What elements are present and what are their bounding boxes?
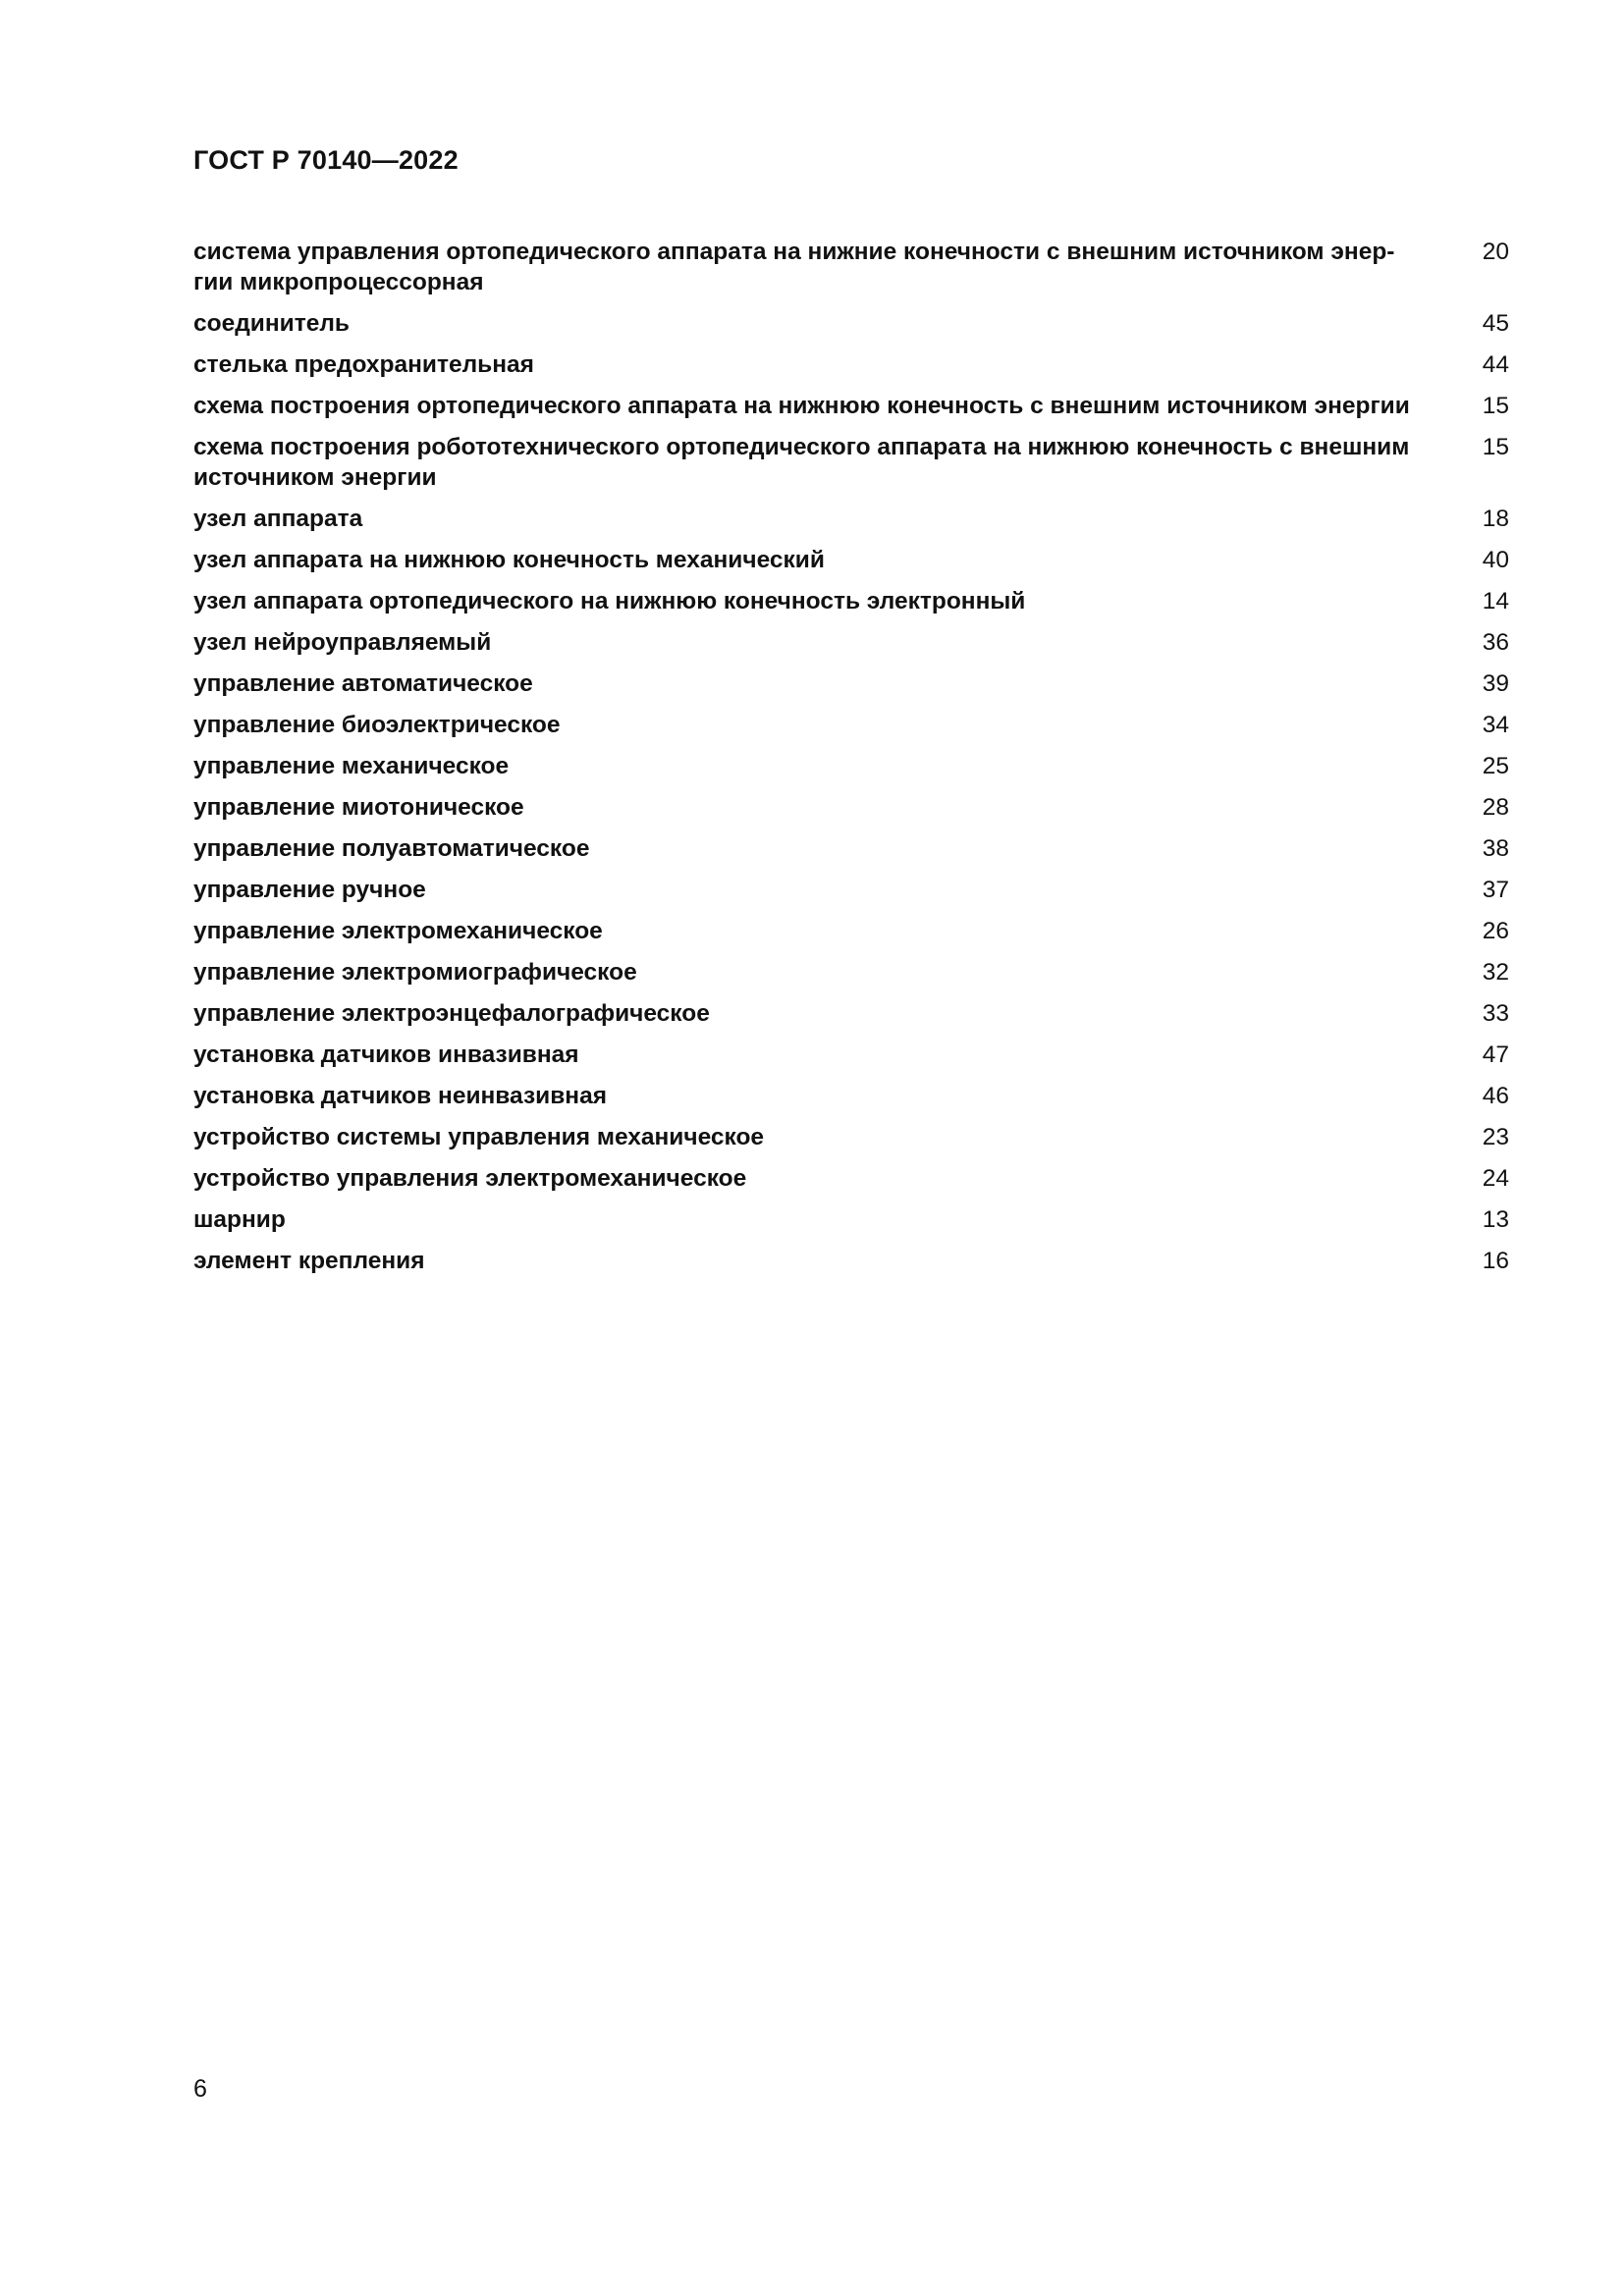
index-term: управление полуавтоматическое bbox=[193, 835, 590, 862]
index-entry bbox=[193, 998, 1509, 1029]
index-entry-number: 23 bbox=[1482, 1124, 1509, 1150]
index-entry-number: 46 bbox=[1482, 1083, 1509, 1109]
index-entry bbox=[193, 1204, 1509, 1235]
index-term: управление миотоническое bbox=[193, 794, 524, 821]
index-entry-number: 14 bbox=[1482, 588, 1509, 614]
index-entry-number: 34 bbox=[1482, 712, 1509, 738]
index-entry bbox=[193, 957, 1509, 988]
alphabetical-index-list bbox=[193, 237, 1509, 1287]
index-entry bbox=[193, 586, 1509, 616]
index-term: устройство управления электромеханическое bbox=[193, 1165, 747, 1192]
index-term: управление ручное bbox=[193, 877, 426, 903]
index-term: установка датчиков неинвазивная bbox=[193, 1083, 607, 1109]
index-entry-number: 16 bbox=[1482, 1248, 1509, 1274]
index-term: управление электромеханическое bbox=[193, 918, 603, 944]
index-entry-number: 20 bbox=[1482, 239, 1509, 265]
index-entry bbox=[193, 1040, 1509, 1070]
index-term: управление электромиографическое bbox=[193, 959, 637, 986]
index-entry-number: 47 bbox=[1482, 1041, 1509, 1068]
index-entry-number: 13 bbox=[1482, 1206, 1509, 1233]
index-term: шарнир bbox=[193, 1206, 286, 1233]
index-entry-number: 36 bbox=[1482, 629, 1509, 656]
index-entry-number: 39 bbox=[1482, 670, 1509, 697]
index-term: устройство системы управления механическое bbox=[193, 1124, 765, 1150]
index-entry bbox=[193, 391, 1509, 421]
index-term: соединитель bbox=[193, 310, 350, 337]
index-term: стелька предохранительная bbox=[193, 351, 534, 378]
index-entry bbox=[193, 1081, 1509, 1111]
index-entry bbox=[193, 545, 1509, 575]
index-term: управление биоэлектрическое bbox=[193, 712, 561, 738]
index-entry bbox=[193, 237, 1509, 297]
index-entry-number: 32 bbox=[1482, 959, 1509, 986]
index-term: система управления ортопедического аппарата на нижние конечности с внешним источником энер-гии микропроцессорная bbox=[193, 239, 1395, 295]
page-number: 6 bbox=[193, 2075, 207, 2103]
index-term: элемент крепления bbox=[193, 1248, 425, 1274]
index-term: узел аппарата ортопедического на нижнюю конечность электронный bbox=[193, 588, 1026, 614]
index-entry bbox=[193, 668, 1509, 699]
index-term: схема построения ортопедического аппарата на нижнюю конечность с внешним источником энергии bbox=[193, 393, 1410, 419]
index-term: установка датчиков инвазивная bbox=[193, 1041, 579, 1068]
document-header: ГОСТ Р 70140—2022 bbox=[193, 145, 459, 175]
index-entry bbox=[193, 833, 1509, 864]
index-entry-number: 15 bbox=[1482, 393, 1509, 419]
index-entry-number: 28 bbox=[1482, 794, 1509, 821]
index-entry-number: 45 bbox=[1482, 310, 1509, 337]
index-entry bbox=[193, 916, 1509, 946]
index-term: управление автоматическое bbox=[193, 670, 533, 697]
index-entry-number: 18 bbox=[1482, 506, 1509, 532]
index-entry-number: 44 bbox=[1482, 351, 1509, 378]
index-entry-number: 25 bbox=[1482, 753, 1509, 779]
index-entry-number: 38 bbox=[1482, 835, 1509, 862]
index-entry-number: 15 bbox=[1482, 434, 1509, 460]
index-entry bbox=[193, 751, 1509, 781]
index-term: узел нейроуправляемый bbox=[193, 629, 492, 656]
index-entry-number: 40 bbox=[1482, 547, 1509, 573]
index-term: управление электроэнцефалографическое bbox=[193, 1000, 710, 1027]
index-entry bbox=[193, 875, 1509, 905]
index-term: управление механическое bbox=[193, 753, 510, 779]
index-entry-number: 26 bbox=[1482, 918, 1509, 944]
index-entry-number: 33 bbox=[1482, 1000, 1509, 1027]
index-entry-number: 37 bbox=[1482, 877, 1509, 903]
index-term: узел аппарата bbox=[193, 506, 363, 532]
index-entry bbox=[193, 504, 1509, 534]
index-entry bbox=[193, 1122, 1509, 1152]
index-entry bbox=[193, 1246, 1509, 1276]
index-entry-number: 24 bbox=[1482, 1165, 1509, 1192]
index-term: узел аппарата на нижнюю конечность механический bbox=[193, 547, 825, 573]
index-entry bbox=[193, 792, 1509, 823]
index-entry bbox=[193, 710, 1509, 740]
index-entry bbox=[193, 308, 1509, 339]
index-entry bbox=[193, 432, 1509, 493]
index-term: схема построения робототехнического ортопедического аппарата на нижнюю конечность с внешним источником энергии bbox=[193, 434, 1410, 491]
index-entry bbox=[193, 349, 1509, 380]
index-entry bbox=[193, 627, 1509, 658]
index-entry bbox=[193, 1163, 1509, 1194]
